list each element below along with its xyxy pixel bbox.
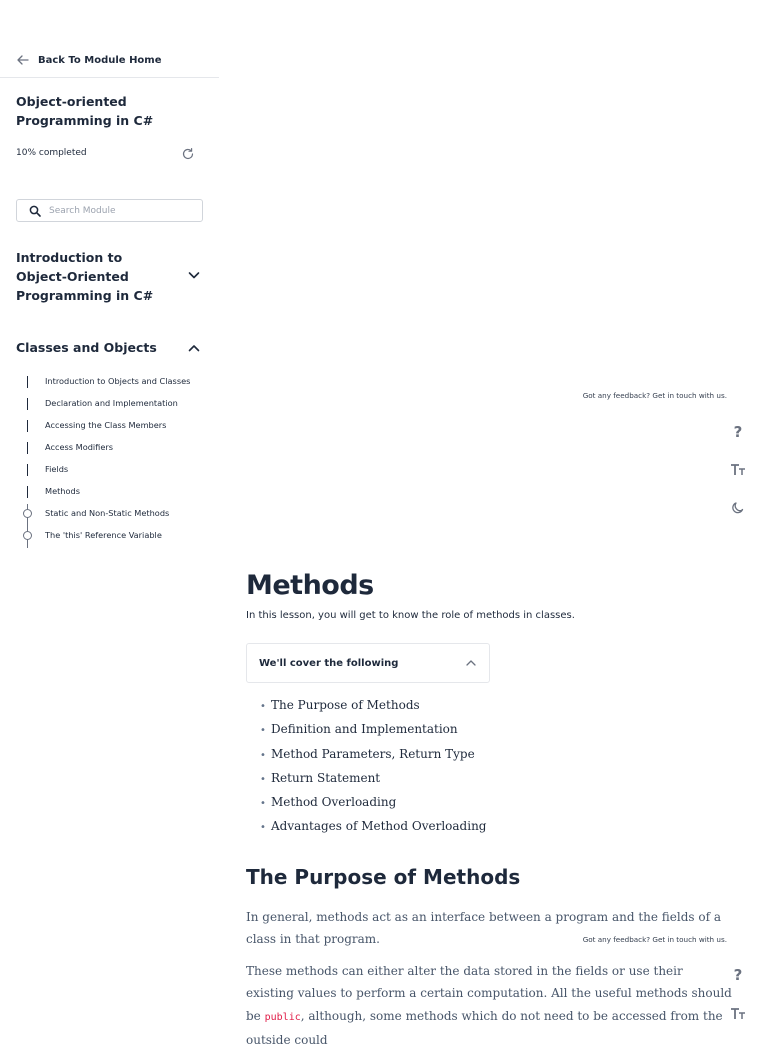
help-icon[interactable]: ? xyxy=(733,966,743,984)
completed-marker xyxy=(27,442,28,454)
completed-marker xyxy=(27,420,28,432)
chevron-down-icon xyxy=(187,268,201,282)
font-size-icon[interactable] xyxy=(730,462,746,478)
lesson-item[interactable] xyxy=(20,460,215,482)
chevron-up-icon xyxy=(187,341,201,355)
section-title: Introduction to Object-Oriented Programming in C# xyxy=(16,250,154,303)
search-icon xyxy=(29,205,41,217)
lesson-label: Static and Non-Static Methods xyxy=(45,508,170,518)
course-title: Object-oriented Programming in C# xyxy=(16,94,154,128)
toc-item-label: The Purpose of Methods xyxy=(271,698,420,712)
help-icon[interactable]: ? xyxy=(733,423,743,441)
chevron-up-icon xyxy=(465,657,477,669)
section-heading: The Purpose of Methods xyxy=(246,865,521,889)
completed-marker xyxy=(27,376,28,388)
lesson-label: Declaration and Implementation xyxy=(45,398,178,408)
section-title: Classes and Objects xyxy=(16,340,157,355)
paragraph-text: , although, some methods which do not need to be accessed from the outside could xyxy=(246,1008,723,1047)
lesson-label: Introduction to Objects and Classes xyxy=(45,376,191,386)
toc-item-label: Method Overloading xyxy=(271,795,397,810)
toc-item[interactable] xyxy=(260,743,486,767)
search-box xyxy=(16,199,203,222)
page-title: Methods xyxy=(246,570,374,601)
sidebar xyxy=(0,0,219,1024)
lesson-label: Fields xyxy=(45,464,69,474)
bullet: • xyxy=(260,725,266,737)
progress-text: 10% completed xyxy=(16,148,87,158)
lesson-label: The 'this' Reference Variable xyxy=(45,530,162,540)
toc-item-label: Method Parameters, Return Type xyxy=(271,746,475,761)
inline-code: public xyxy=(264,1011,301,1023)
sidebar-divider xyxy=(0,77,219,78)
dark-mode-icon[interactable] xyxy=(730,500,746,516)
toc-item-label: Definition and Implementation xyxy=(271,722,458,737)
back-to-module-link[interactable] xyxy=(16,51,162,69)
toc-list xyxy=(260,694,486,840)
paragraph: In general, methods act as an interface between a program and the fields of a class in that program. xyxy=(246,910,722,947)
toc-item[interactable] xyxy=(260,767,486,791)
toc-item[interactable] xyxy=(260,718,486,742)
bullet: • xyxy=(260,822,266,834)
section-classes-objects[interactable] xyxy=(16,338,203,357)
bullet: • xyxy=(260,701,266,712)
lesson-label: Accessing the Class Members xyxy=(45,420,167,430)
lesson-label: Methods xyxy=(45,486,80,496)
bullet: • xyxy=(260,773,266,785)
page-subtitle: In this lesson, you will get to know the role of methods in classes. xyxy=(246,610,575,621)
toc-item[interactable] xyxy=(260,815,486,839)
feedback-link[interactable]: Got any feedback? Get in touch with us. xyxy=(582,935,727,944)
lesson-label: Access Modifiers xyxy=(45,442,114,452)
lesson-item[interactable] xyxy=(20,438,215,460)
incomplete-circle-icon xyxy=(23,531,32,540)
incomplete-circle-icon xyxy=(23,509,32,518)
completed-marker xyxy=(27,486,28,498)
toc-item[interactable] xyxy=(260,791,486,815)
arrow-left-icon xyxy=(16,53,30,67)
lesson-item[interactable] xyxy=(20,372,215,394)
toc-item-label: Advantages of Method Overloading xyxy=(271,819,487,834)
paragraph xyxy=(246,960,734,1051)
lesson-item[interactable] xyxy=(20,526,215,548)
toc-label: We'll cover the following xyxy=(259,657,399,669)
lesson-item-current[interactable] xyxy=(20,482,215,504)
back-to-module-label: Back To Module Home xyxy=(38,54,162,66)
toc-item-label: Return Statement xyxy=(271,770,381,785)
completed-marker xyxy=(27,398,28,410)
search-input[interactable] xyxy=(49,206,189,216)
toc-toggle[interactable] xyxy=(246,643,490,683)
bullet: • xyxy=(260,798,266,810)
section-intro-oop[interactable] xyxy=(16,248,203,305)
lesson-item[interactable] xyxy=(20,394,215,416)
feedback-link[interactable]: Got any feedback? Get in touch with us. xyxy=(582,391,727,400)
completed-marker xyxy=(27,464,28,476)
lesson-item[interactable] xyxy=(20,416,215,438)
toc-item[interactable] xyxy=(260,694,486,718)
lesson-item[interactable] xyxy=(20,504,215,526)
lesson-list xyxy=(20,372,215,548)
bullet: • xyxy=(260,749,266,761)
refresh-icon[interactable] xyxy=(181,147,195,161)
paragraph-text: These methods can either alter the data stored in the fields or use their existing values to perform a certain computation. All the useful methods should be xyxy=(246,964,732,1023)
